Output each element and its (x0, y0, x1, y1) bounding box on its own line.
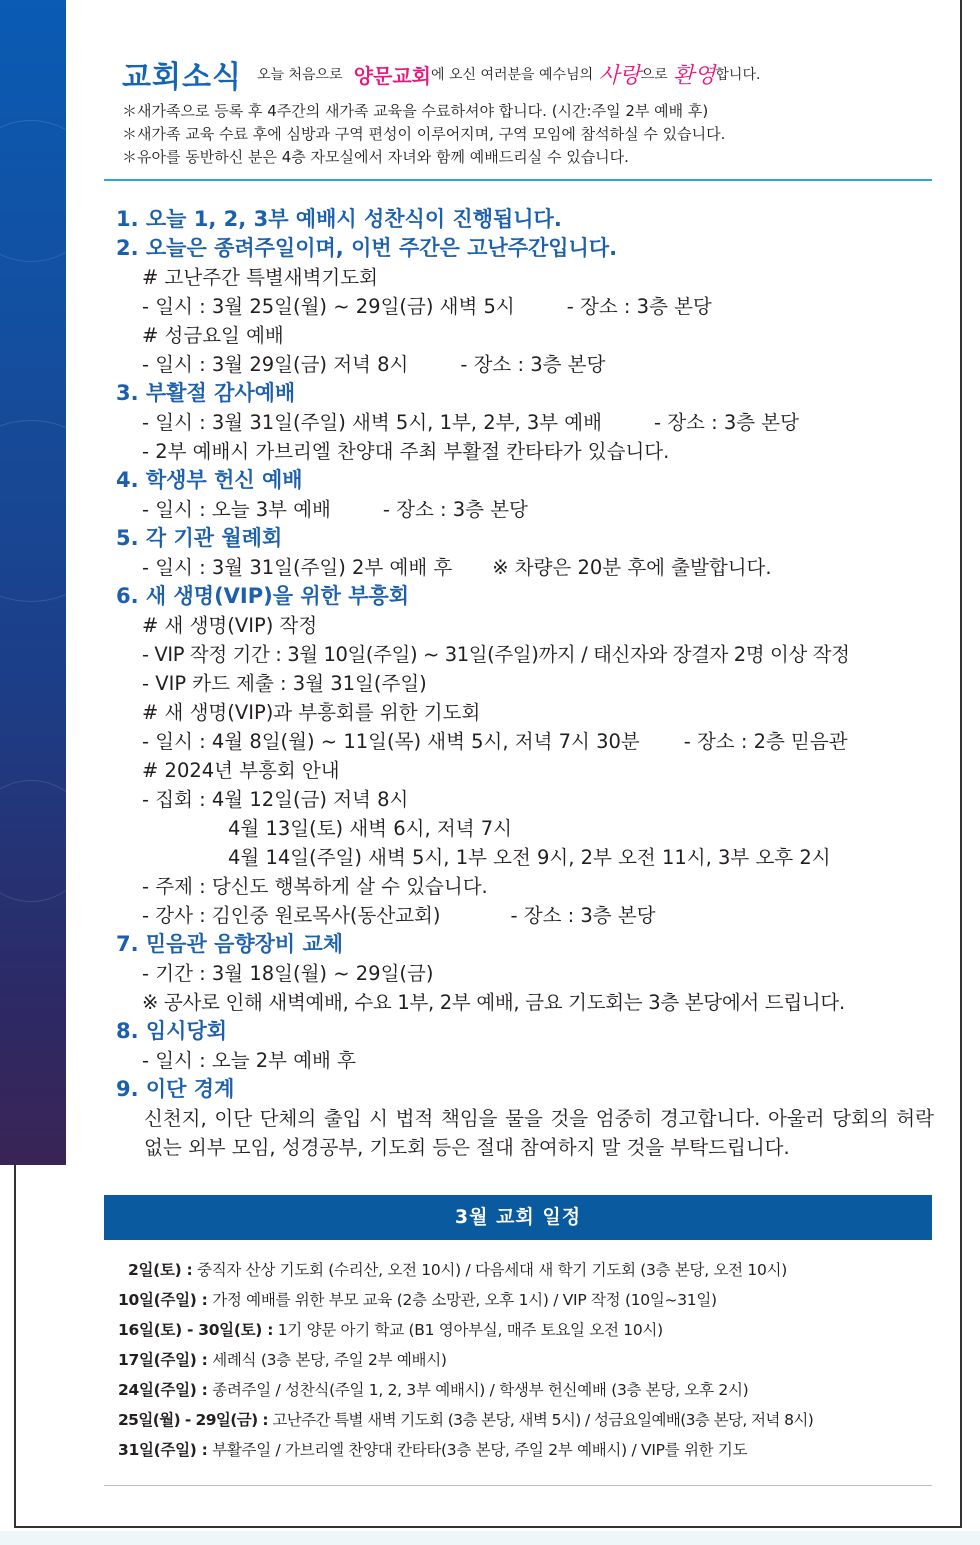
section-divider (104, 179, 932, 181)
item-date: - 일시 : 3월 29일(금) 저녁 8시 (142, 353, 409, 376)
item-line: # 고난주간 특별새벽기도회 (142, 266, 378, 289)
bottom-strip (0, 1531, 980, 1545)
item-line (116, 901, 936, 930)
item-date: - 일시 : 3월 25일(월) ~ 29일(금) 새벽 5시 (142, 295, 515, 318)
item-date: - 일시 : 3월 31일(주일) 2부 예배 후 (142, 556, 453, 579)
church-name: 양문교회 (353, 63, 431, 88)
schedule-row (118, 1345, 928, 1375)
item-line (116, 292, 936, 321)
item-date: - 일시 : 4월 8일(월) ~ 11일(목) 새벽 5시, 저녁 7시 30분 (142, 730, 640, 753)
item-heading: 4. 학생부 헌신 예배 (116, 468, 303, 492)
header (122, 52, 760, 96)
newcomer-notes (122, 100, 725, 169)
item-line (116, 553, 936, 582)
item-line: 4월 14일(주일) 새벽 5시, 1부 오전 9시, 2부 오전 11시, 3부 오후 2시 (228, 846, 831, 869)
schedule-list (118, 1255, 928, 1465)
schedule-date: 31일(주일) : (118, 1441, 208, 1459)
schedule-row (118, 1375, 928, 1405)
item-line (116, 350, 936, 379)
item-heading: 9. 이단 경계 (116, 1077, 235, 1101)
item-line (116, 495, 936, 524)
schedule-text: 부활주일 / 가브리엘 찬양대 칸타타(3층 본당, 주일 2부 예배시) / VIP를 위한 기도 (207, 1441, 748, 1459)
schedule-text: 중직자 산상 기도회 (수리산, 오전 10시) / 다음세대 새 학기 기도회 (3층 본당, 오전 10시) (192, 1261, 787, 1279)
item-line: # 성금요일 예배 (142, 324, 284, 347)
item-date: - 일시 : 오늘 3부 예배 (142, 498, 331, 521)
item-place: - 장소 : 3층 본당 (653, 411, 799, 434)
item-heading: 7. 믿음관 음향장비 교체 (116, 932, 344, 956)
item-line: - VIP 카드 제출 : 3월 31일(주일) (142, 672, 427, 695)
item-line (116, 727, 936, 756)
schedule-row (118, 1315, 928, 1345)
announcement-list (116, 205, 936, 1162)
schedule-row (118, 1255, 928, 1285)
welcome-word: 환영 (672, 63, 716, 89)
item-place: - 장소 : 2층 믿음관 (683, 730, 848, 753)
schedule-text: 종려주일 / 성찬식(주일 1, 2, 3부 예배시) / 학생부 헌신예배 (3층 본당, 오후 2시) (207, 1381, 749, 1399)
item-heading: 1. 오늘 1, 2, 3부 예배시 성찬식이 진행됩니다. (116, 207, 562, 231)
schedule-row (118, 1435, 928, 1465)
note-line: ＊유아를 동반하신 분은 4층 자모실에서 자녀와 함께 예배드리실 수 있습니다. (122, 148, 629, 166)
item-heading: 8. 임시당회 (116, 1019, 228, 1043)
item-place: - 장소 : 3층 본당 (510, 904, 656, 927)
item-note: ※ 차량은 20분 후에 출발합니다. (492, 556, 772, 579)
item-heading: 5. 각 기관 월례회 (116, 526, 283, 550)
schedule-row (118, 1285, 928, 1315)
schedule-date: 2일(토) : (128, 1261, 193, 1279)
love-word: 사랑 (598, 63, 641, 89)
item-line: 4월 13일(토) 새벽 6시, 저녁 7시 (228, 817, 512, 840)
schedule-date: 25일(월) - 29일(금) : (118, 1411, 268, 1429)
item-line: - 기간 : 3월 18일(월) ~ 29일(금) (142, 962, 434, 985)
item-place: - 장소 : 3층 본당 (460, 353, 606, 376)
item-line: - VIP 작정 기간 : 3월 10일(주일) ~ 31일(주일)까지 / 태신자와 장결자 2명 이상 작정 (142, 643, 850, 666)
schedule-row (118, 1405, 928, 1435)
item-place: - 장소 : 3층 본당 (382, 498, 528, 521)
schedule-text: 가정 예배를 위한 부모 교육 (2층 소망관, 오후 1시) / VIP 작정 (10일~31일) (207, 1291, 717, 1309)
decorative-sidebar (0, 0, 66, 1165)
item-speaker: - 강사 : 김인중 원로목사(동산교회) (142, 904, 441, 927)
item-line: - 2부 예배시 가브리엘 찬양대 주최 부활절 칸타타가 있습니다. (142, 440, 670, 463)
item-line (116, 408, 936, 437)
schedule-text: 고난주간 특별 새벽 기도회 (3층 본당, 새벽 5시) / 성금요일예배(3층 본당, 저녁 8시) (268, 1411, 814, 1429)
note-line: ＊새가족 교육 수료 후에 심방과 구역 편성이 이루어지며, 구역 모임에 참석하실 수 있습니다. (122, 125, 726, 143)
item-line: - 집회 : 4월 12일(금) 저녁 8시 (142, 788, 409, 811)
item-line: # 새 생명(VIP)과 부흥회를 위한 기도회 (142, 701, 481, 724)
item-heading: 2. 오늘은 종려주일이며, 이번 주간은 고난주간입니다. (116, 236, 618, 260)
item-line: - 주제 : 당신도 행복하게 살 수 있습니다. (142, 875, 488, 898)
note-line: ＊새가족으로 등록 후 4주간의 새가족 교육을 수료하셔야 합니다. (시간:주일 2부 예배 후) (122, 102, 709, 120)
bottom-divider (104, 1485, 932, 1486)
schedule-date: 17일(주일) : (118, 1351, 208, 1369)
welcome-text: 에 오신 여러분을 예수님의 (431, 67, 594, 83)
item-heading: 3. 부활절 감사예배 (116, 381, 296, 405)
item-date: - 일시 : 3월 31일(주일) 새벽 5시, 1부, 2부, 3부 예배 (142, 411, 602, 434)
welcome-text: 오늘 처음으로 (257, 67, 343, 83)
welcome-text: 으로 (640, 67, 668, 83)
item-line: # 새 생명(VIP) 작정 (142, 614, 318, 637)
schedule-text: 1기 양문 아기 학교 (B1 영아부실, 매주 토요일 오전 10시) (273, 1321, 663, 1339)
item-line: # 2024년 부흥회 안내 (142, 759, 340, 782)
schedule-date: 10일(주일) : (118, 1291, 208, 1309)
schedule-date: 24일(주일) : (118, 1381, 208, 1399)
item-place: - 장소 : 3층 본당 (566, 295, 712, 318)
schedule-title: 3월 교회 일정 (104, 1195, 932, 1240)
welcome-text: 합니다. (715, 67, 761, 83)
schedule-text: 세례식 (3층 본당, 주일 2부 예배시) (207, 1351, 447, 1369)
item-line: - 일시 : 오늘 2부 예배 후 (142, 1049, 356, 1072)
item-heading: 6. 새 생명(VIP)을 위한 부흥회 (116, 584, 410, 608)
schedule-date: 16일(토) - 30일(토) : (118, 1321, 274, 1339)
item-line: ※ 공사로 인해 새벽예배, 수요 1부, 2부 예배, 금요 기도회는 3층 본당에서 드립니다. (142, 991, 845, 1014)
item-paragraph: 신천지, 이단 단체의 출입 시 법적 책임을 물을 것을 엄중히 경고합니다. 아울러 당회의 허락 없는 외부 모임, 성경공부, 기도회 등은 절대 참여하지 말 것을 부탁드립니다. (144, 1107, 934, 1159)
page-title: 교회소식 (122, 60, 242, 95)
